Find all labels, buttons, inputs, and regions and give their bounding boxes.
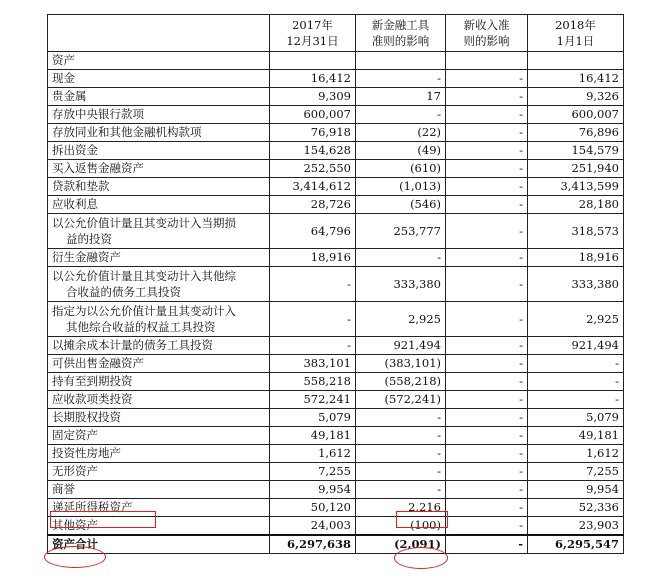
value-fin-impact: 2,216: [356, 499, 446, 517]
table-row: [48, 302, 624, 337]
value-2017: 7,255: [270, 463, 356, 481]
row-label: 持有至到期投资: [48, 373, 270, 391]
row-label: 递延所得税资产: [48, 499, 270, 517]
value-fin-impact: (1,013): [356, 178, 446, 196]
value-2018: 154,579: [528, 142, 624, 160]
value-2018: 318,573: [528, 214, 624, 249]
value-rev-impact: -: [446, 535, 528, 554]
table-row: [48, 445, 624, 463]
row-label: 应收利息: [48, 196, 270, 214]
value-2017: 76,918: [270, 124, 356, 142]
value-rev-impact: -: [446, 142, 528, 160]
header-2018: 2018年 1月1日: [528, 15, 624, 52]
value-rev-impact: -: [446, 427, 528, 445]
value-2018: 9,326: [528, 88, 624, 106]
value-fin-impact: -: [356, 106, 446, 124]
value-2017: 6,297,638: [270, 535, 356, 554]
value-2018: 28,180: [528, 196, 624, 214]
value-2017: 558,218: [270, 373, 356, 391]
value-fin-impact: -: [356, 463, 446, 481]
value-rev-impact: -: [446, 302, 528, 337]
value-2018: 9,954: [528, 481, 624, 499]
section-row: [48, 52, 624, 70]
value-fin-impact: (572,241): [356, 391, 446, 409]
value-fin-impact: 333,380: [356, 267, 446, 302]
row-label-line2: 益的投资: [66, 232, 112, 246]
row-label-line2: 其他综合收益的权益工具投资: [66, 320, 216, 334]
row-label: [48, 214, 270, 249]
table-row: [48, 160, 624, 178]
table-row: [48, 463, 624, 481]
table-row: [48, 267, 624, 302]
value-2018: 600,007: [528, 106, 624, 124]
table-row: [48, 196, 624, 214]
value-rev-impact: -: [446, 409, 528, 427]
value-2017: 28,726: [270, 196, 356, 214]
table-row: [48, 249, 624, 267]
value-2017: 3,414,612: [270, 178, 356, 196]
table-row: [48, 337, 624, 355]
table-row: [48, 427, 624, 445]
value-fin-impact: (49): [356, 142, 446, 160]
row-label: 应收款项类投资: [48, 391, 270, 409]
table-row: [48, 106, 624, 124]
value-rev-impact: -: [446, 481, 528, 499]
value-fin-impact: (100): [356, 517, 446, 536]
value-rev-impact: -: [446, 178, 528, 196]
value-rev-impact: -: [446, 355, 528, 373]
value-2017: 24,003: [270, 517, 356, 536]
value-2018: 49,181: [528, 427, 624, 445]
row-label: 其他资产: [48, 517, 270, 536]
row-label: 以摊余成本计量的债务工具投资: [48, 337, 270, 355]
value-rev-impact: -: [446, 88, 528, 106]
value-2017: 64,796: [270, 214, 356, 249]
table-row: [48, 391, 624, 409]
value-fin-impact: 253,777: [356, 214, 446, 249]
value-fin-impact: (546): [356, 196, 446, 214]
row-label: 固定资产: [48, 427, 270, 445]
row-label: 投资性房地产: [48, 445, 270, 463]
value-rev-impact: -: [446, 124, 528, 142]
value-rev-impact: -: [446, 499, 528, 517]
value-2017: 383,101: [270, 355, 356, 373]
value-2018: 18,916: [528, 249, 624, 267]
row-label: 买入返售金融资产: [48, 160, 270, 178]
value-2017: 16,412: [270, 70, 356, 88]
table-row: [48, 214, 624, 249]
row-label: 资产合计: [48, 535, 270, 554]
value-rev-impact: -: [446, 337, 528, 355]
value-fin-impact: (558,218): [356, 373, 446, 391]
row-label: 贵金属: [48, 88, 270, 106]
value-2018: 52,336: [528, 499, 624, 517]
value-rev-impact: -: [446, 70, 528, 88]
table-header-row: [48, 15, 624, 52]
value-2017: 49,181: [270, 427, 356, 445]
value-2018: 2,925: [528, 302, 624, 337]
row-label-line1: 指定为以公允价值计量且其变动计入: [52, 304, 236, 318]
row-label: 拆出资金: [48, 142, 270, 160]
value-2017: 9,954: [270, 481, 356, 499]
table-row: [48, 409, 624, 427]
value-2017: -: [270, 267, 356, 302]
row-label: 衍生金融资产: [48, 249, 270, 267]
highlight-total-assets-label: [44, 546, 106, 568]
value-fin-impact: 2,925: [356, 302, 446, 337]
value-2018: 3,413,599: [528, 178, 624, 196]
value-rev-impact: -: [446, 391, 528, 409]
table-row: [48, 70, 624, 88]
value-2018: 251,940: [528, 160, 624, 178]
asset-reconciliation-table: [47, 14, 624, 554]
value-fin-impact: (610): [356, 160, 446, 178]
value-2018: -: [528, 355, 624, 373]
row-label-line2: 合收益的债务工具投资: [66, 285, 181, 299]
value-2018: 6,295,547: [528, 535, 624, 554]
value-2018: -: [528, 391, 624, 409]
row-label: 商誉: [48, 481, 270, 499]
header-2017: 2017年 12月31日: [270, 15, 356, 52]
value-rev-impact: -: [446, 463, 528, 481]
value-rev-impact: -: [446, 196, 528, 214]
value-2017: 9,309: [270, 88, 356, 106]
highlight-deferred-tax-value: [396, 511, 448, 528]
value-rev-impact: -: [446, 106, 528, 124]
value-rev-impact: -: [446, 160, 528, 178]
value-2018: 1,612: [528, 445, 624, 463]
section-title: 资产: [48, 52, 270, 70]
value-2017: -: [270, 337, 356, 355]
value-2017: 154,628: [270, 142, 356, 160]
total-row: [48, 535, 624, 554]
table-row: [48, 142, 624, 160]
table-row: [48, 481, 624, 499]
value-2017: 572,241: [270, 391, 356, 409]
table-row: [48, 355, 624, 373]
value-fin-impact: 921,494: [356, 337, 446, 355]
highlight-deferred-tax-label: [50, 511, 156, 528]
value-fin-impact: (2,091): [356, 535, 446, 554]
table-row: [48, 88, 624, 106]
balance-sheet-document: [47, 14, 623, 554]
value-fin-impact: (383,101): [356, 355, 446, 373]
value-rev-impact: -: [446, 267, 528, 302]
value-fin-impact: (22): [356, 124, 446, 142]
value-2017: 18,916: [270, 249, 356, 267]
value-2018: 76,896: [528, 124, 624, 142]
value-2017: 252,550: [270, 160, 356, 178]
table-row: [48, 124, 624, 142]
value-rev-impact: -: [446, 445, 528, 463]
value-2017: 600,007: [270, 106, 356, 124]
header-item: [48, 15, 270, 52]
value-2018: 5,079: [528, 409, 624, 427]
table-row: [48, 178, 624, 196]
row-label: [48, 267, 270, 302]
header-new-revenue-standard: 新收入准 则的影响: [446, 15, 528, 52]
row-label: 存放中央银行款项: [48, 106, 270, 124]
value-2018: -: [528, 373, 624, 391]
value-2017: 50,120: [270, 499, 356, 517]
value-rev-impact: -: [446, 214, 528, 249]
value-fin-impact: -: [356, 409, 446, 427]
value-fin-impact: -: [356, 249, 446, 267]
row-label: 可供出售金融资产: [48, 355, 270, 373]
value-2018: 23,903: [528, 517, 624, 536]
value-rev-impact: -: [446, 373, 528, 391]
row-label: 贷款和垫款: [48, 178, 270, 196]
value-fin-impact: -: [356, 70, 446, 88]
value-2018: 7,255: [528, 463, 624, 481]
value-fin-impact: 17: [356, 88, 446, 106]
value-2018: 333,380: [528, 267, 624, 302]
row-label: 现金: [48, 70, 270, 88]
header-new-financial-instruments: 新金融工具 准则的影响: [356, 15, 446, 52]
row-label: 存放同业和其他金融机构款项: [48, 124, 270, 142]
value-fin-impact: -: [356, 427, 446, 445]
highlight-total-assets-value: [394, 547, 448, 569]
row-label: 长期股权投资: [48, 409, 270, 427]
value-2018: 921,494: [528, 337, 624, 355]
row-label-line1: 以公允价值计量且其变动计入当期损: [52, 216, 236, 230]
row-label-line1: 以公允价值计量且其变动计入其他综: [52, 269, 236, 283]
value-2017: 5,079: [270, 409, 356, 427]
value-fin-impact: -: [356, 481, 446, 499]
value-2017: 1,612: [270, 445, 356, 463]
row-label: 无形资产: [48, 463, 270, 481]
value-2018: 16,412: [528, 70, 624, 88]
value-rev-impact: -: [446, 517, 528, 536]
value-2017: -: [270, 302, 356, 337]
row-label: [48, 302, 270, 337]
value-rev-impact: -: [446, 249, 528, 267]
table-row: [48, 373, 624, 391]
value-fin-impact: -: [356, 445, 446, 463]
